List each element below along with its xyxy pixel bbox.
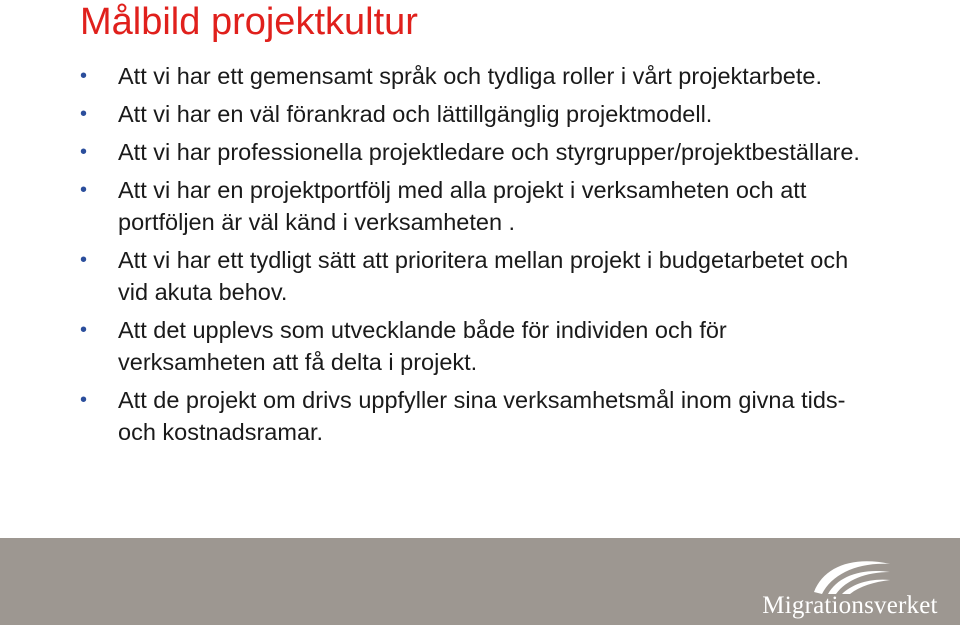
bullet-item <box>80 244 880 308</box>
bullet-icon: • <box>80 141 88 163</box>
bullet-item <box>80 60 880 92</box>
bullet-text: Att det upplevs som utvecklande både för individen och för verksamheten att få delta i projekt. <box>118 317 727 375</box>
bullet-icon: • <box>80 179 88 201</box>
bullet-text: Att de projekt om drivs uppfyller sina verksamhetsmål inom givna tids- och kostnadsramar. <box>118 387 846 445</box>
bullet-text: Att vi har en projektportfölj med alla projekt i verksamheten och att portföljen är väl känd i verksamheten . <box>118 177 807 235</box>
logo-text: Migrationsverket <box>762 592 938 619</box>
bullet-item <box>80 384 880 448</box>
bullet-item <box>80 314 880 378</box>
bullet-item <box>80 174 880 238</box>
migrationsverket-logo <box>760 556 940 622</box>
slide-title: Målbild projektkultur <box>80 1 418 43</box>
bullet-text: Att vi har professionella projektledare och styrgrupper/projektbeställare. <box>118 139 860 165</box>
bullet-icon: • <box>80 249 88 271</box>
bullet-text: Att vi har ett tydligt sätt att prioritera mellan projekt i budgetarbetet och vid akuta behov. <box>118 247 849 305</box>
migrationsverket-logo-icon <box>810 556 894 596</box>
bullet-text: Att vi har ett gemensamt språk och tydliga roller i vårt projektarbete. <box>118 63 823 89</box>
bullet-icon: • <box>80 103 88 125</box>
bullet-item <box>80 98 880 130</box>
bullet-icon: • <box>80 65 88 87</box>
bullet-text: Att vi har en väl förankrad och lättillgänglig projektmodell. <box>118 101 713 127</box>
bullet-list <box>80 60 880 454</box>
bullet-icon: • <box>80 389 88 411</box>
bullet-item <box>80 136 880 168</box>
bullet-icon: • <box>80 319 88 341</box>
